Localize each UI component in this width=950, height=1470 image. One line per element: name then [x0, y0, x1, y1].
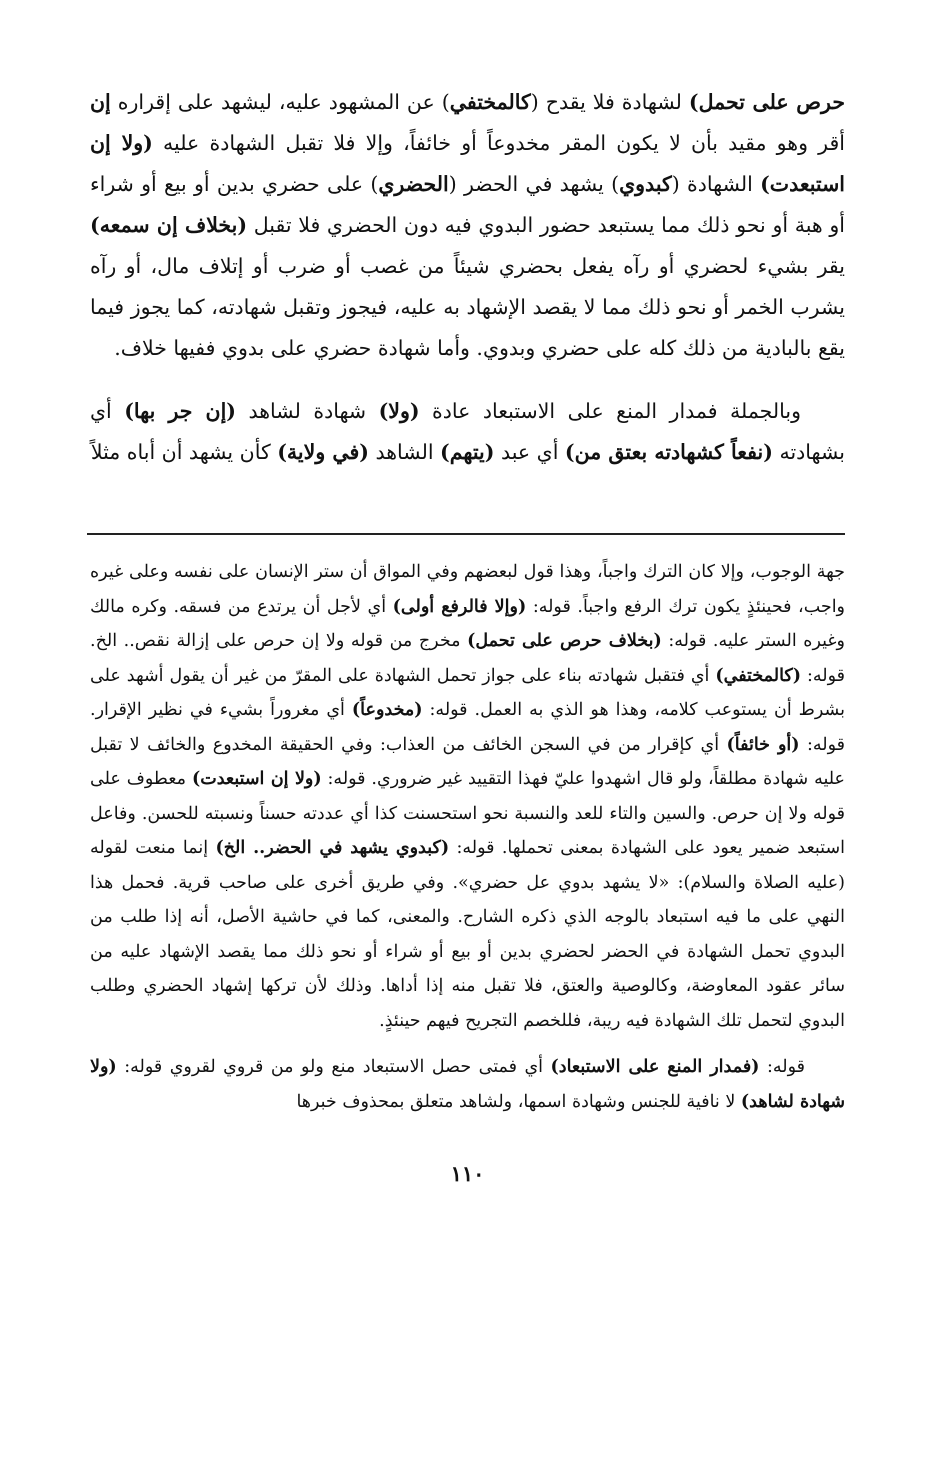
bold-run: حرص على تحمل) [688, 90, 846, 114]
bold-run: (كبدوي يشهد في الحضر.. الخ) [215, 838, 450, 858]
bold-run: (بخلاف حرص على تحمل) [467, 631, 662, 651]
text-run: أي مغروراً بشيء في نظير الإقرار. قوله: [90, 700, 845, 755]
text-run: معطوف على قوله ولا إن حرص. والسين والتاء للعد والنسبة نحو استحسنت كذا أي عددته حسناً ونسبته للحسن. وفاعل استبعد ضمير يعود على الشهادة بمعنى تحملها. قوله: [90, 769, 845, 858]
footnotes [90, 555, 845, 1119]
text-run: كأن يشهد أن أباه مثلاً [90, 440, 278, 464]
text-run: شهادة لشاهد [236, 399, 379, 423]
text-run: الشهادة ( [671, 172, 761, 196]
bold-run: (ولا إن استبعدت) [191, 769, 322, 789]
text-run: ) عن المشهود عليه، ليشهد على إقراره [110, 90, 450, 114]
text-run: أي فمتى حصل الاستبعاد منع ولو من قروي لقروي قوله: [116, 1057, 551, 1077]
bold-run: (بخلاف إن سمعه) [90, 213, 248, 237]
page-number: ١١٠ [450, 1161, 485, 1186]
bold-run: (فمدار المنع على الاستبعاد) [550, 1057, 760, 1077]
bold-run: (مخدوعاً) [351, 700, 423, 720]
main-paragraph-1 [90, 82, 845, 369]
bold-run: (نفعاً كشهادته بعتق من) [564, 440, 773, 464]
bold-run: (ولا إن استبعدت) [90, 131, 845, 196]
text-run: أي عبد [494, 440, 565, 464]
bold-run: الحضري [378, 172, 449, 196]
bold-run: (ولا شهادة لشاهد) [90, 1057, 845, 1112]
bold-run: (ولا) [378, 399, 420, 423]
footnote-paragraph-1 [90, 555, 845, 1038]
text-run: ) يشهد في الحضر ( [448, 172, 620, 196]
text-run: قوله: [759, 1057, 805, 1077]
footnote-paragraph-2 [90, 1050, 845, 1119]
bold-run: (وإلا فالرفع أولى) [392, 596, 527, 617]
text-run: الشاهد [368, 440, 441, 464]
text-run: مخرج من قوله ولا إن حرص على إزالة نقص.. الخ. قوله: [90, 631, 845, 686]
footnote-separator [87, 533, 845, 535]
bold-run: (يتهم) [440, 440, 495, 464]
text-run: يقر بشيء لحضري أو رآه يفعل بحضري شيئاً من غصب أو ضرب أو إتلاف مال، أو رآه يشرب الخمر أو نحو ذلك مما لا يقصد الإشهاد به عليه، فيجوز وتقبل شهادته، كما يجوز فيما يقع بالبادية من ذلك كله على حضري وبدوي. وأما شهادة حضري على بدوي ففيها خلاف. [90, 254, 845, 360]
text-run: لا نافية للجنس وشهادة اسمها، ولشاهد متعلق بمحذوف خبرها [296, 1091, 741, 1112]
text-run: جهة الوجوب، وإلا كان الترك واجباً، وهذا قول لبعضهم وفي المواق أن ستر الإنسان على نفسه وعلى غيره واجب، فحينئذٍ يكون ترك الرفع واجباً. قوله: [90, 562, 846, 617]
main-text [90, 82, 845, 473]
bold-run: (إن جر بها) [124, 399, 236, 423]
text-run: ) على حضري بدين أو بيع أو شراء أو هبة أو نحو ذلك مما يستبعد حضور البدوي فيه دون الحضري فلا تقبل [90, 172, 845, 237]
main-paragraph-2 [90, 391, 845, 473]
bold-run: (أو خائفاً) [726, 734, 800, 755]
text-run: إنما منعت لقوله (عليه الصلاة والسلام): «لا يشهد بدوي عل حضري». وفي طريق أخرى على صاحب قرية. فحمل هذا النهي على ما فيه استبعاد بالوجه الذي ذكره الشارح. والمعنى، كما في حاشية الأصل، أنه إذا طلب من البدوي تحمل الشهادة في الحضر لحضري بدين أو بيع أو شراء أو نحو ذلك مما يقصد الإشهاد عليه من سائر عقود المعاوضة، وكالوصية والعتق، فلا تقبل منه إذا أداها. وذلك لأن تركها إشهاد الحضري وطلب البدوي لتحمل تلك الشهادة فيه ريبة، فللخصم التجريح فيهم حينئذٍ. [90, 838, 845, 1031]
text-run: وبالجملة فمدار المنع على الاستبعاد عادة [419, 399, 801, 423]
text-run: أي لأجل أن يرتدع من فسقه. وكره مالك وغيره الستر عليه. قوله: [90, 596, 845, 651]
bold-run: (كالمختفي) [715, 665, 802, 686]
bold-run: كالمختفي [449, 90, 531, 114]
bold-run: (في ولاية) [277, 440, 369, 464]
text-run: أقر وهو مقيد بأن لا يكون المقر مخدوعاً أو خائفاً، وإلا فلا تقبل الشهادة عليه [152, 131, 845, 155]
text-run: أي بشهادته [90, 399, 845, 464]
bold-run: كبدوي [619, 172, 672, 196]
text-run: لشهادة فلا يقدح ( [530, 90, 689, 114]
text-run: أي فتقبل شهادته بناء على جواز تحمل الشهادة على المقرّ من غير أن يقول أشهد على بشرط أن يستوعب كلامه، وهذا هو الذي به العمل. قوله: [90, 665, 845, 720]
text-run: أي كإقرار من في السجن الخائف من العذاب: وفي الحقيقة المخدوع والخائف لا تقبل عليه شهادة مطلقاً، ولو قال اشهدوا عليّ فهذا التقييد غير ضروري. قوله: [90, 734, 845, 789]
bold-run: إن [90, 90, 111, 114]
book-page [90, 82, 845, 1186]
